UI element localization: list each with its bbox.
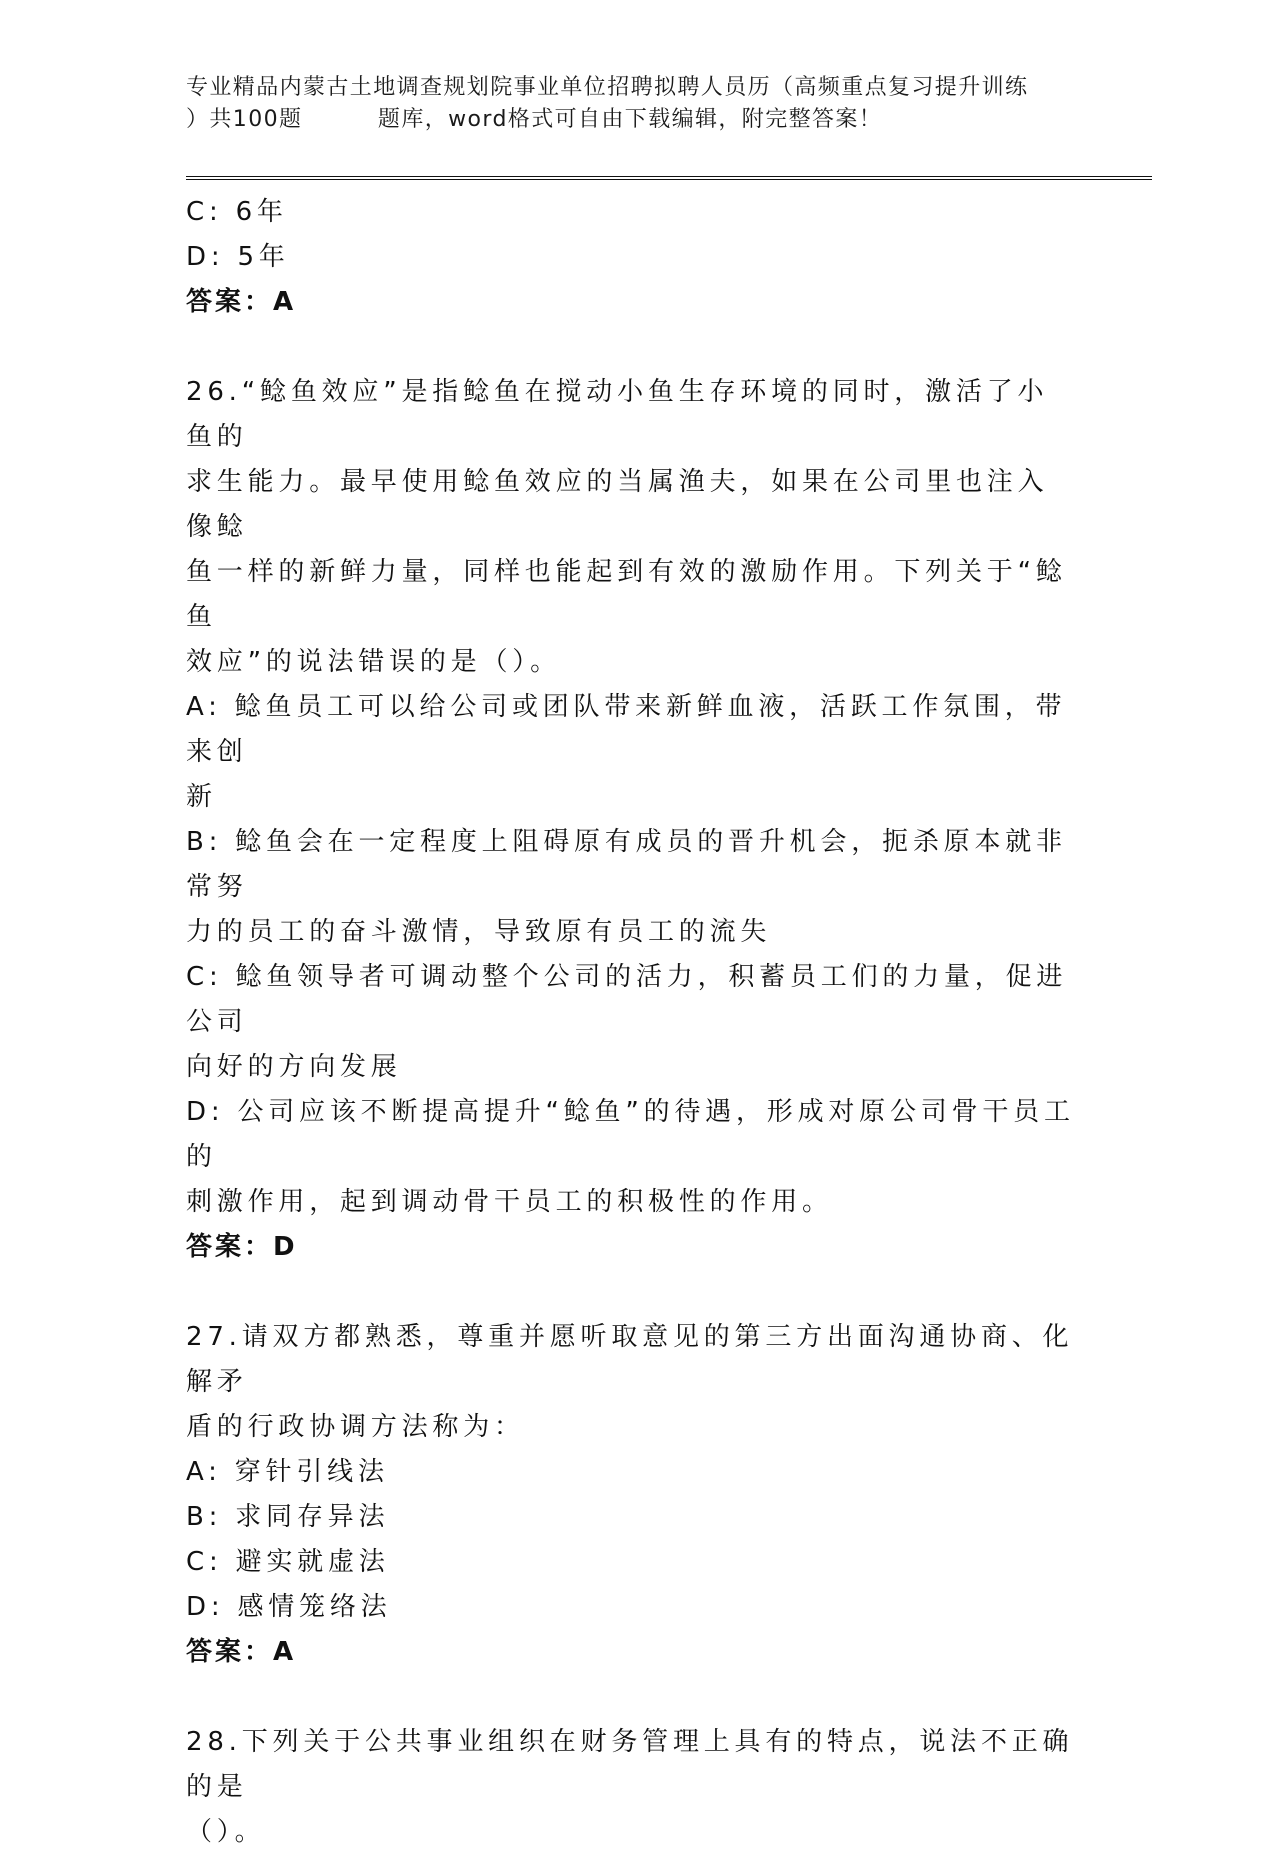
spacer: [186, 1270, 1076, 1315]
option-a-cont: 新: [186, 782, 217, 812]
question-text: 28.下列关于公共事业组织在财务管理上具有的特点，说法不正确的是: [186, 1727, 1074, 1802]
option-c-cont: 向好的方向发展: [186, 1052, 402, 1082]
option-d: D: 公司应该不断提高提升“鲶鱼”的待遇，形成对原公司骨干员工的: [186, 1097, 1075, 1172]
option-c: C: 鲶鱼领导者可调动整个公司的活力，积蓄员工们的力量，促进公司: [186, 962, 1068, 1037]
document-body: [186, 190, 1076, 1855]
previous-question-tail: [186, 190, 1076, 325]
header-divider: [186, 176, 1152, 180]
question-text: （）。: [186, 1817, 266, 1847]
answer-line: 答案：D: [186, 1232, 298, 1262]
header-title-line2: ）共100题 题库，word格式可自由下载编辑，附完整答案！: [186, 107, 883, 132]
option-d: D: 5年: [186, 242, 290, 272]
answer-line: 答案：A: [186, 287, 297, 317]
answer-line: 答案：A: [186, 1637, 297, 1667]
option-a: A: 鲶鱼员工可以给公司或团队带来新鲜血液，活跃工作氛围，带来创: [186, 692, 1067, 767]
option-b: B: 鲶鱼会在一定程度上阻碍原有成员的晋升机会，扼杀原本就非常努: [186, 827, 1067, 902]
question-text: 盾的行政协调方法称为：: [186, 1412, 525, 1442]
option-b-cont: 力的员工的奋斗激情，导致原有员工的流失: [186, 917, 772, 947]
option-c: C: 避实就虚法: [186, 1547, 390, 1577]
question-27: [186, 1315, 1076, 1675]
option-d: D: 感情笼络法: [186, 1592, 392, 1622]
question-28: [186, 1720, 1076, 1855]
option-c: C: 6年: [186, 197, 288, 227]
option-b: B: 求同存异法: [186, 1502, 390, 1532]
question-text: 效应”的说法错误的是（）。: [186, 647, 561, 677]
question-text: 26.“鲶鱼效应”是指鲶鱼在搅动小鱼生存环境的同时，激活了小鱼的: [186, 377, 1049, 452]
spacer: [186, 1675, 1076, 1720]
option-a: A: 穿针引线法: [186, 1457, 389, 1487]
question-text: 27.请双方都熟悉，尊重并愿听取意见的第三方出面沟通协商、化解矛: [186, 1322, 1074, 1397]
header-title-line1: 专业精品内蒙古土地调查规划院事业单位招聘拟聘人员历（高频重点复习提升训练: [186, 75, 1029, 100]
page-header: [186, 72, 1086, 136]
question-26: [186, 370, 1076, 1270]
option-d-cont: 刺激作用，起到调动骨干员工的积极性的作用。: [186, 1187, 833, 1217]
question-text: 鱼一样的新鲜力量，同样也能起到有效的激励作用。下列关于“鲶鱼: [186, 557, 1067, 632]
question-text: 求生能力。最早使用鲶鱼效应的当属渔夫，如果在公司里也注入像鲶: [186, 467, 1049, 542]
spacer: [186, 325, 1076, 370]
